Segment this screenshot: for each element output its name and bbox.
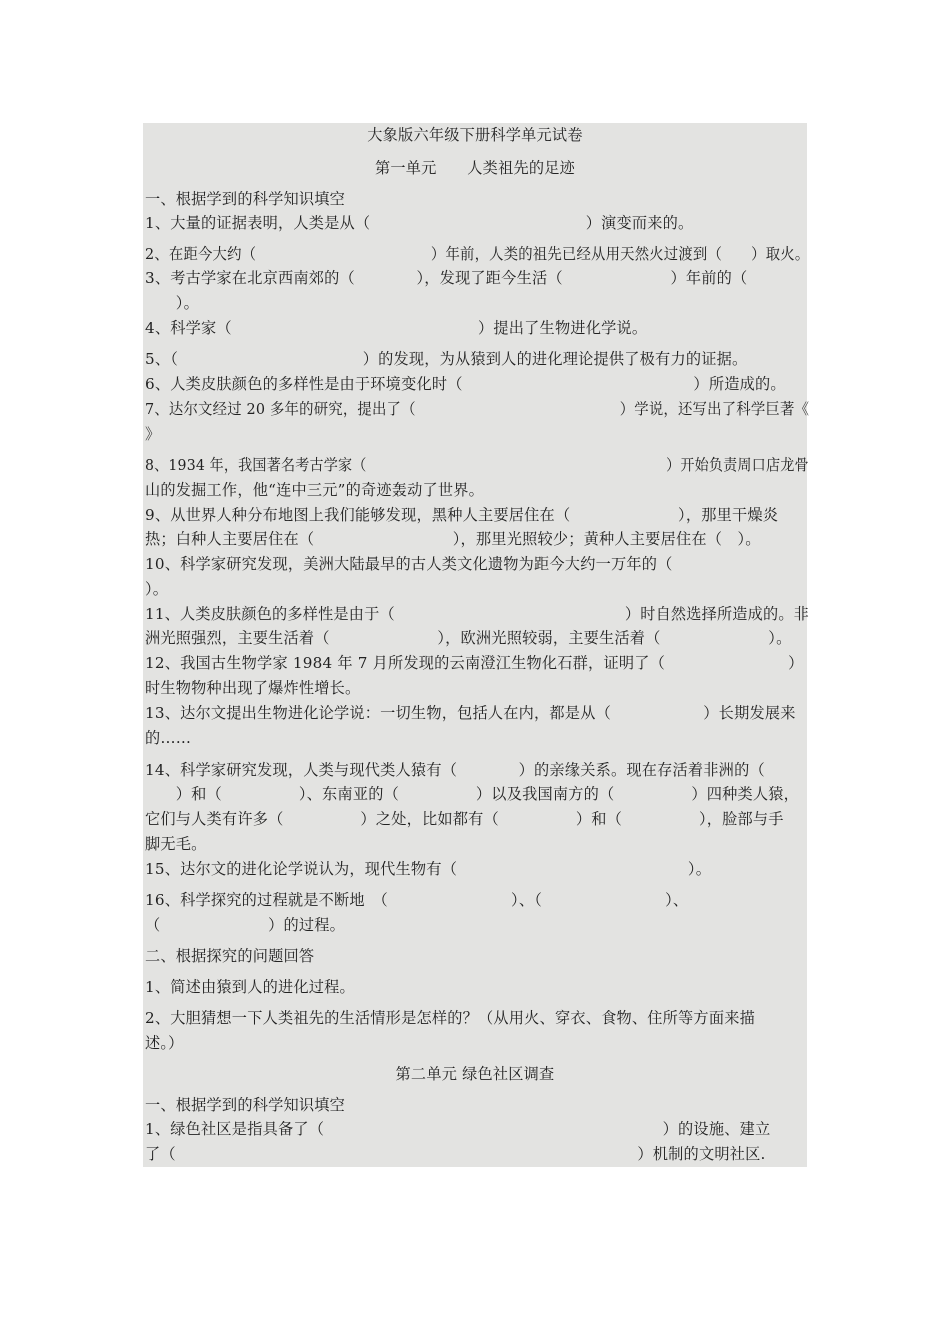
question-line: 1、绿色社区是指具备了（ ）的设施、建立 [145, 1120, 771, 1138]
question-line: 2、在距今大约（ ）年前，人类的祖先已经从用天然火过渡到（ ）取火。 [145, 245, 810, 263]
question-line: 2、大胆猜想一下人类祖先的生活情形是怎样的？（从用火、穿衣、食物、住所等方面来描 [145, 1009, 755, 1027]
question-line: 它们与人类有许多（ ）之处，比如都有（ ）和（ ），脸部与手 [145, 810, 784, 828]
question-line: ）。 [145, 580, 169, 598]
unit2-heading: 第二单元 绿色社区调查 [395, 1065, 555, 1083]
question-line: 6、人类皮肤颜色的多样性是由于环境变化时（ ）所造成的。 [145, 375, 786, 393]
document-title: 大象版六年级下册科学单元试卷 [367, 126, 583, 144]
question-line: 脚无毛。 [145, 835, 207, 853]
question-line: 述。） [145, 1034, 184, 1052]
question-line: 时生物物种出现了爆炸性增长。 [145, 679, 361, 697]
question-line: 1、简述由猿到人的进化过程。 [145, 978, 355, 996]
question-line: 了（ ）机制的文明社区. [145, 1145, 766, 1163]
question-line: 山的发掘工作，他“连中三元”的奇迹轰动了世界。 [145, 481, 485, 499]
question-line: 热；白种人主要居住在（ ），那里光照较少；黄种人主要居住在（ ）。 [145, 530, 761, 548]
question-line: 》 [145, 425, 161, 443]
question-line: 的…… [145, 729, 192, 747]
question-line: 7、达尔文经过 20 多年的研究，提出了（ ）学说，还写出了科学巨著《 [145, 400, 810, 418]
unit1-heading: 第一单元 人类祖先的足迹 [374, 159, 576, 177]
question-line: 11、人类皮肤颜色的多样性是由于（ ）时自然选择所造成的。非 [145, 605, 810, 623]
question-line: 3、考古学家在北京西南郊的（ ），发现了距今生活（ ）年前的（ [145, 269, 748, 287]
section-heading: 一、根据学到的科学知识填空 [145, 190, 346, 208]
question-line: 4、科学家（ ）提出了生物进化学说。 [145, 319, 648, 337]
question-line: （ ）的过程。 [145, 916, 346, 934]
question-line: 1、大量的证据表明，人类是从（ ）演变而来的。 [145, 214, 694, 232]
question-line: 12、我国古生物学家 1984 年 7 月所发现的云南澄江生物化石群，证明了（ ） [145, 654, 804, 672]
question-line: 5、（ ）的发现，为从猿到人的进化理论提供了极有力的证据。 [145, 350, 748, 368]
question-line: 13、达尔文提出生物进化论学说：一切生物，包括人在内，都是从（ ）长期发展来 [145, 704, 796, 722]
question-line: ）。 [145, 294, 199, 312]
section-heading: 一、根据学到的科学知识填空 [145, 1096, 346, 1114]
section-heading: 二、根据探究的问题回答 [145, 947, 315, 965]
question-line: 洲光照强烈，主要生活着（ ），欧洲光照较弱，主要生活着（ ）。 [145, 629, 792, 647]
question-line: 14、科学家研究发现，人类与现代类人猿有（ ）的亲缘关系。现在存活着非洲的（ [145, 761, 765, 779]
question-line: 15、达尔文的进化论学说认为，现代生物有（ ）。 [145, 860, 712, 878]
question-line: 10、科学家研究发现，美洲大陆最早的古人类文化遗物为距今大约一万年的（ [145, 555, 673, 573]
question-line: 8、1934 年，我国著名考古学家（ ）开始负责周口店龙骨 [145, 456, 809, 474]
question-line: 9、从世界人种分布地图上我们能够发现，黑种人主要居住在（ ），那里干燥炎 [145, 506, 779, 524]
question-line: ）和（ ）、东南亚的（ ）以及我国南方的（ ）四种类人猿， [145, 785, 800, 803]
question-line: 16、科学探究的过程就是不断地 （ ）、（ ）、 [145, 891, 689, 909]
